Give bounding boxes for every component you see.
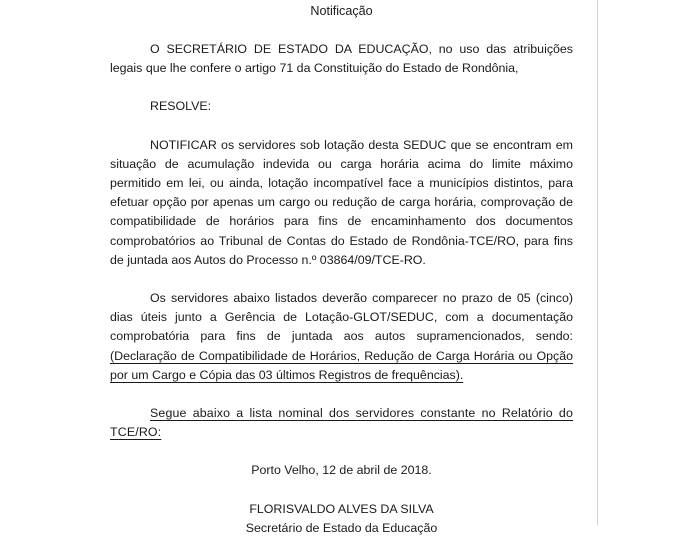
notify-paragraph: NOTIFICAR os servidores sob lotação desta SEDUC que se encontram em situação de acumulação indevida ou carga horária acima do limite máximo permitido em lei, ou ainda, lotação incompatível face a municípios distintos, para efetuar opção por apenas um cargo ou redução de carga horária, comprovação de compatibilidade de horários para fins de encaminhamento dos documentos comprobatórios ao Tribunal de Contas do Estado de Rondônia-TCE/RO, para fins de juntada aos Autos do Processo n.º 03864/09/TCE-RO. [110, 137, 573, 267]
required-documents-text: (Declaração de Compatibilidade de Horários, Redução de Carga Horária ou Opção por um Cargo e Cópia das 03 últimos Registros de frequências). [110, 348, 573, 382]
page-edge-line [597, 0, 598, 525]
document-body [110, 0, 573, 538]
document-title: Notificação [310, 4, 373, 18]
list-note-paragraph [110, 404, 573, 442]
servants-paragraph [110, 289, 573, 385]
intro-paragraph: O SECRETÁRIO DE ESTADO DA EDUCAÇÃO, no uso das atribuições legais que lhe confere o artigo 71 da Constituição do Estado de Rondônia, [110, 42, 573, 76]
list-note-text: Segue abaixo a lista nominal dos servidores constante no Relatório do TCE/RO: [110, 406, 573, 440]
resolve-heading: RESOLVE: [150, 99, 212, 114]
signer-title: Secretário de Estado da Educação [245, 520, 438, 535]
servants-paragraph-text: Os servidores abaixo listados deverão comparecer no prazo de 05 (cinco) dias úteis junto a Gerência de Lotação-GLOT/SEDUC, com a documentação comprobatória para fins de juntada aos autos supramencionados, sendo: [110, 291, 573, 344]
place-and-date: Porto Velho, 12 de abril de 2018. [251, 463, 432, 478]
signer-name: FLORISVALDO ALVES DA SILVA [249, 501, 434, 516]
